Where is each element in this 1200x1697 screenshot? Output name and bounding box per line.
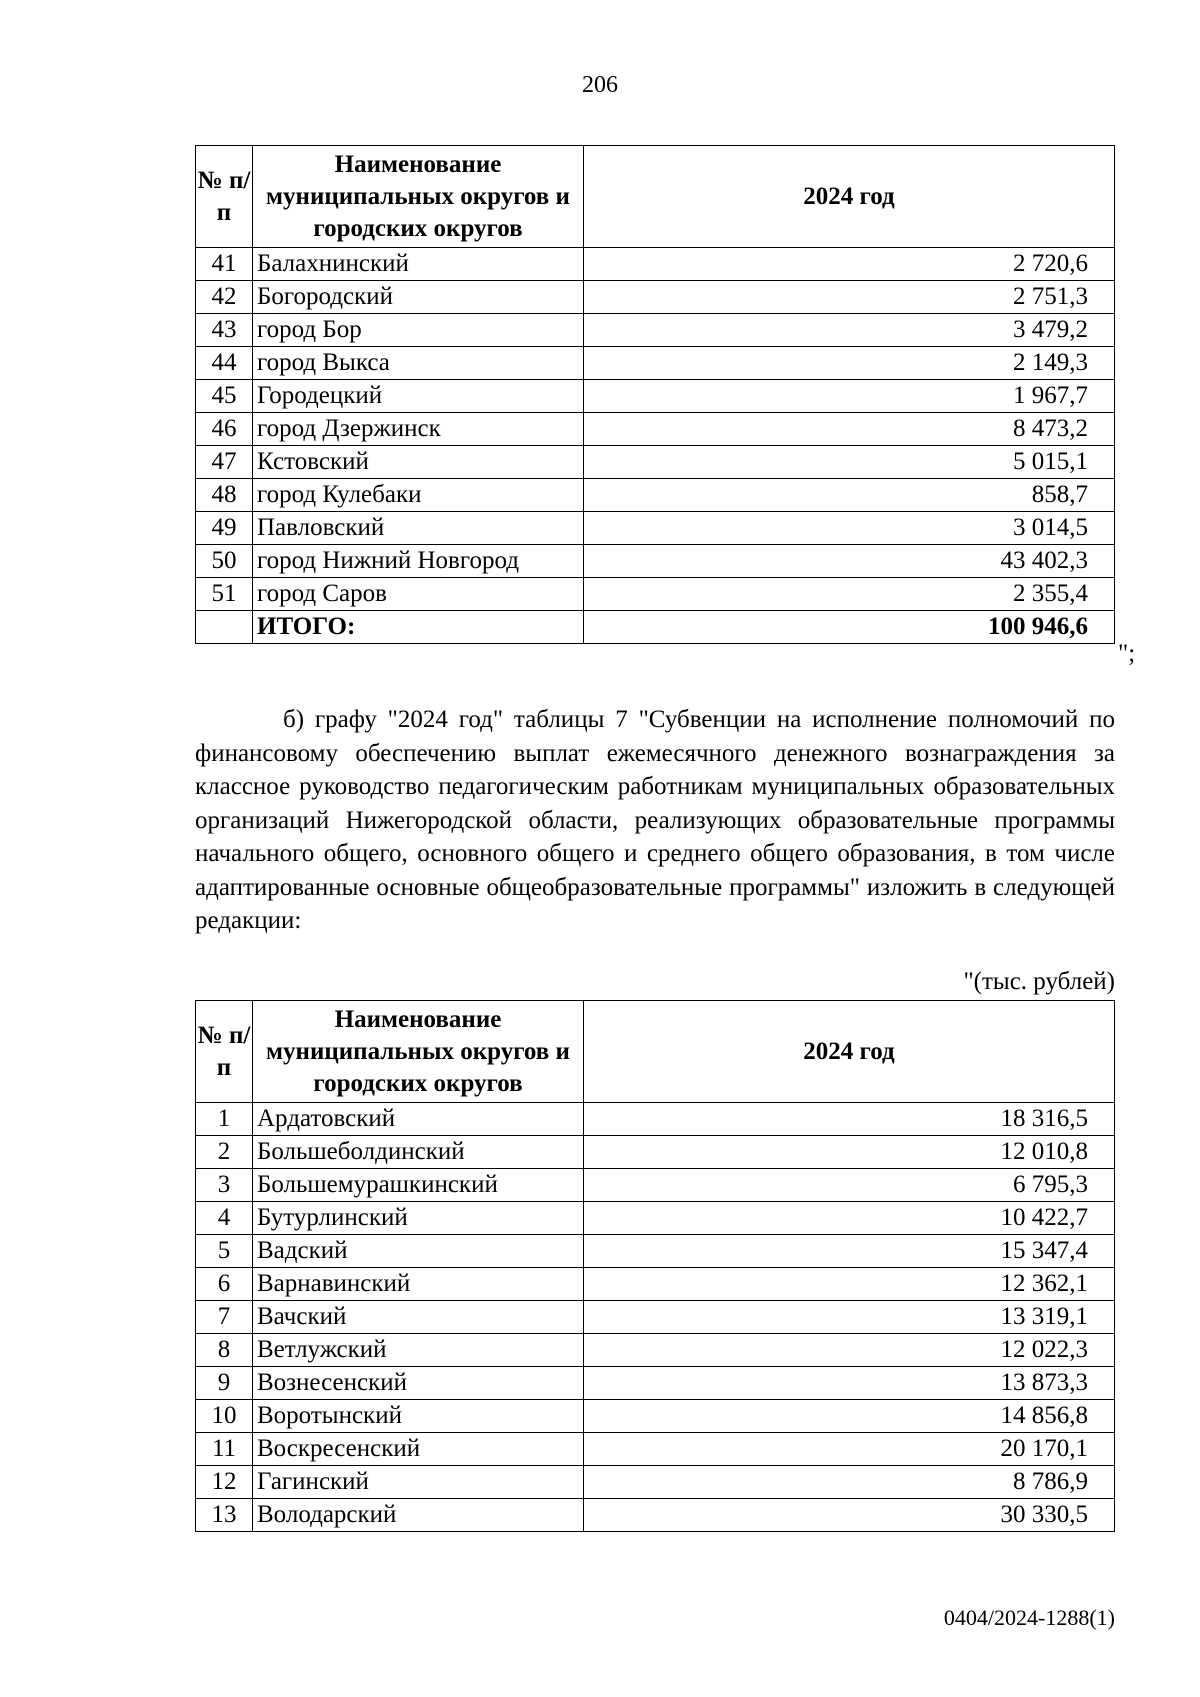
row-name: Гагинский (253, 1466, 584, 1499)
row-value: 8 473,2 (584, 413, 1115, 446)
row-number: 43 (196, 314, 253, 347)
table-row (196, 1169, 1115, 1202)
row-name: Павловский (253, 512, 584, 545)
table-row (196, 248, 1115, 281)
row-number: 10 (196, 1400, 253, 1433)
header-year: 2024 год (584, 1001, 1115, 1103)
row-value: 13 319,1 (584, 1301, 1115, 1334)
row-value: 858,7 (584, 479, 1115, 512)
table-row (196, 347, 1115, 380)
row-name: Большемурашкинский (253, 1169, 584, 1202)
table-row (196, 1334, 1115, 1367)
row-value: 2 720,6 (584, 248, 1115, 281)
total-row (196, 611, 1115, 644)
row-name: Вачский (253, 1301, 584, 1334)
row-number: 9 (196, 1367, 253, 1400)
row-number: 46 (196, 413, 253, 446)
row-name: город Кулебаки (253, 479, 584, 512)
row-value: 12 362,1 (584, 1268, 1115, 1301)
row-value: 15 347,4 (584, 1235, 1115, 1268)
row-name: Богородский (253, 281, 584, 314)
table-row (196, 1136, 1115, 1169)
row-number: 11 (196, 1433, 253, 1466)
header-name: Наименование муниципальных округов и городских округов (253, 1001, 584, 1103)
row-name: город Выкса (253, 347, 584, 380)
header-year: 2024 год (584, 146, 1115, 248)
row-number: 7 (196, 1301, 253, 1334)
row-value: 1 967,7 (584, 380, 1115, 413)
table-row (196, 512, 1115, 545)
row-name: Вадский (253, 1235, 584, 1268)
row-name: город Нижний Новгород (253, 545, 584, 578)
document-code: 0404/2024-1288(1) (943, 1605, 1115, 1630)
row-number: 4 (196, 1202, 253, 1235)
row-value: 2 751,3 (584, 281, 1115, 314)
unit-note: "(тыс. рублей) (963, 968, 1115, 995)
row-number: 1 (196, 1103, 253, 1136)
row-name: Большеболдинский (253, 1136, 584, 1169)
table-row (196, 1202, 1115, 1235)
row-name: Бутурлинский (253, 1202, 584, 1235)
amendment-paragraph (195, 703, 1115, 938)
table-row (196, 1301, 1115, 1334)
table-body (196, 1103, 1115, 1532)
row-number: 2 (196, 1136, 253, 1169)
row-name: Ветлужский (253, 1334, 584, 1367)
table-row (196, 1466, 1115, 1499)
table-row (196, 380, 1115, 413)
row-name: Ардатовский (253, 1103, 584, 1136)
row-name: Варнавинский (253, 1268, 584, 1301)
table-row (196, 1499, 1115, 1532)
row-number: 8 (196, 1334, 253, 1367)
row-value: 2 355,4 (584, 578, 1115, 611)
table-row (196, 1235, 1115, 1268)
row-number: 41 (196, 248, 253, 281)
row-name: Володарский (253, 1499, 584, 1532)
row-value: 18 316,5 (584, 1103, 1115, 1136)
row-value: 12 010,8 (584, 1136, 1115, 1169)
row-value: 2 149,3 (584, 347, 1115, 380)
row-value: 30 330,5 (584, 1499, 1115, 1532)
row-name: город Бор (253, 314, 584, 347)
table-row (196, 314, 1115, 347)
total-num-cell (196, 611, 253, 644)
table-row (196, 1400, 1115, 1433)
header-num: № п/п (196, 146, 253, 248)
row-number: 3 (196, 1169, 253, 1202)
row-number: 44 (196, 347, 253, 380)
row-number: 5 (196, 1235, 253, 1268)
page-number: 206 (582, 72, 618, 98)
row-name: Вознесенский (253, 1367, 584, 1400)
row-value: 20 170,1 (584, 1433, 1115, 1466)
table-row (196, 1433, 1115, 1466)
row-number: 45 (196, 380, 253, 413)
row-name: город Дзержинск (253, 413, 584, 446)
row-number: 13 (196, 1499, 253, 1532)
table-row (196, 1367, 1115, 1400)
total-value: 100 946,6 (584, 611, 1115, 644)
row-value: 43 402,3 (584, 545, 1115, 578)
row-number: 47 (196, 446, 253, 479)
row-name: город Саров (253, 578, 584, 611)
row-number: 49 (196, 512, 253, 545)
row-number: 51 (196, 578, 253, 611)
table-body (196, 248, 1115, 644)
row-value: 13 873,3 (584, 1367, 1115, 1400)
row-value: 8 786,9 (584, 1466, 1115, 1499)
classroom-guidance-table (195, 1000, 1115, 1532)
table-row (196, 446, 1115, 479)
row-number: 50 (196, 545, 253, 578)
row-value: 12 022,3 (584, 1334, 1115, 1367)
table-header-row (196, 146, 1115, 248)
header-name: Наименование муниципальных округов и городских округов (253, 146, 584, 248)
row-number: 48 (196, 479, 253, 512)
total-label: ИТОГО: (253, 611, 584, 644)
row-name: Городецкий (253, 380, 584, 413)
row-value: 5 015,1 (584, 446, 1115, 479)
row-value: 14 856,8 (584, 1400, 1115, 1433)
row-value: 3 479,2 (584, 314, 1115, 347)
row-name: Балахнинский (253, 248, 584, 281)
table-row (196, 545, 1115, 578)
row-value: 6 795,3 (584, 1169, 1115, 1202)
table-row (196, 578, 1115, 611)
row-name: Кстовский (253, 446, 584, 479)
row-number: 12 (196, 1466, 253, 1499)
table-row (196, 281, 1115, 314)
paragraph-text: б) графу "2024 год" таблицы 7 "Субвенции на исполнение полномочий по финансовому обеспечению выплат ежемесячного денежного вознаграждения за классное руководство педагогическим работникам муниципальных образовательных организаций Нижегородской области, реализующих образовательные программы начального общего, основного общего и среднего общего образования, в том числе адаптированные основные общеобразовательные программы" изложить в следующей редакции: (195, 706, 1115, 934)
table-row (196, 479, 1115, 512)
row-name: Воскресенский (253, 1433, 584, 1466)
row-value: 10 422,7 (584, 1202, 1115, 1235)
row-name: Воротынский (253, 1400, 584, 1433)
table-row (196, 1268, 1115, 1301)
closing-quote: "; (1118, 640, 1136, 667)
table-row (196, 413, 1115, 446)
row-number: 6 (196, 1268, 253, 1301)
row-number: 42 (196, 281, 253, 314)
allocation-table-continued (195, 145, 1115, 644)
row-value: 3 014,5 (584, 512, 1115, 545)
table-header-row (196, 1001, 1115, 1103)
table-row (196, 1103, 1115, 1136)
header-num: № п/п (196, 1001, 253, 1103)
